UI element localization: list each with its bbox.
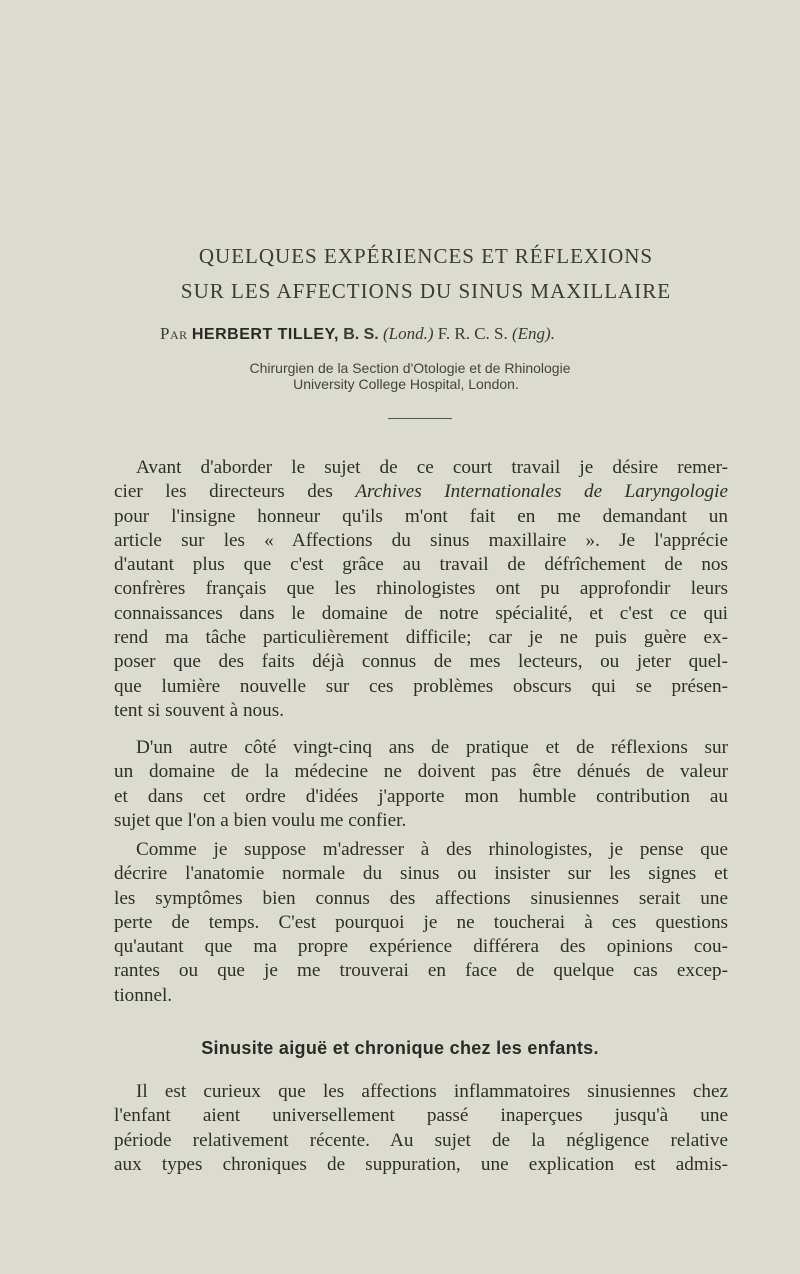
text-line: aux types chroniques de suppuration, une explication est admis- — [114, 1153, 728, 1175]
article-title-line-1: QUELQUES EXPÉRIENCES ET RÉFLEXIONS — [198, 244, 654, 268]
author-degree-2: F. R. C. S. — [437, 324, 508, 343]
text-line: qu'autant que ma propre expérience différera des opinions cou- — [114, 936, 728, 958]
author-name: HERBERT TILLEY, — [191, 326, 339, 343]
article-title-line-2: SUR LES AFFECTIONS DU SINUS MAXILLAIRE — [180, 279, 672, 303]
separator-rule — [388, 418, 452, 419]
author-degree-2-place: (Eng). — [512, 324, 555, 343]
text-line: Avant d'aborder le sujet de ce court travail je désire remer- — [136, 457, 728, 478]
text-line: D'un autre côté vingt-cinq ans de pratique et de réflexions sur — [136, 737, 728, 758]
text-line: sujet que l'on a bien voulu me confier. — [114, 809, 407, 831]
affiliation-line-1: Chirurgien de la Section d'Otologie et de Rhinologie — [249, 360, 571, 376]
text-line: tent si souvent à nous. — [114, 699, 285, 721]
text-line: rantes ou que je me trouverai en face de quelque cas excep- — [114, 960, 728, 982]
text-line: et dans cet ordre d'idées j'apporte mon humble contribution au — [114, 785, 728, 807]
text-line: période relativement récente. Au sujet de la négligence relative — [114, 1129, 728, 1151]
paragraph-1 — [114, 456, 728, 723]
journal-title: Archives Internationales de Laryngologie — [355, 481, 728, 503]
paragraph-4 — [114, 1080, 728, 1177]
text-line: Il est curieux que les affections inflammatoires sinusiennes chez — [136, 1081, 728, 1102]
author-line — [160, 324, 555, 344]
text-line: connaissances dans le domaine de notre spécialité, et c'est ce qui — [114, 602, 728, 624]
text-line: un domaine de la médecine ne doivent pas être dénués de valeur — [114, 761, 728, 783]
text-line: poser que des faits déjà connus de mes lecteurs, ou jeter quel- — [114, 651, 728, 673]
text-line: pour l'insigne honneur qu'ils m'ont fait en me demandant un — [114, 505, 728, 527]
text-line: rend ma tâche particulièrement difficile; car je ne puis guère ex- — [114, 627, 728, 649]
text-line: perte de temps. C'est pourquoi je ne toucherai à ces questions — [114, 911, 728, 933]
text-line: tionnel. — [114, 984, 173, 1006]
author-prefix: Par — [160, 324, 188, 343]
text-line: que lumière nouvelle sur ces problèmes obscurs qui se présen- — [114, 675, 728, 697]
text-line: article sur les « Affections du sinus maxillaire ». Je l'apprécie — [114, 529, 728, 551]
text-line: les symptômes bien connus des affections sinusiennes serait une — [114, 887, 728, 909]
text-line: Comme je suppose m'adresser à des rhinologistes, je pense que — [136, 839, 728, 860]
text-segment: cier les directeurs des — [114, 481, 356, 503]
section-heading: Sinusite aiguë et chronique chez les enfants. — [201, 1038, 599, 1058]
text-line: décrire l'anatomie normale du sinus ou insister sur les signes et — [114, 863, 728, 885]
author-degree-1: B. S. — [343, 326, 379, 343]
paragraph-2 — [114, 736, 728, 833]
paragraph-3 — [114, 838, 728, 1008]
text-line: l'enfant aient universellement passé inaperçues jusqu'à une — [114, 1105, 728, 1127]
affiliation-line-2: University College Hospital, London. — [293, 376, 519, 392]
text-line: d'autant plus que c'est grâce au travail de défrîchement de nos — [114, 554, 728, 576]
text-line — [114, 480, 728, 504]
text-line: confrères français que les rhinologistes ont pu approfondir leurs — [114, 578, 728, 600]
author-degree-1-place: (Lond.) — [383, 324, 434, 343]
